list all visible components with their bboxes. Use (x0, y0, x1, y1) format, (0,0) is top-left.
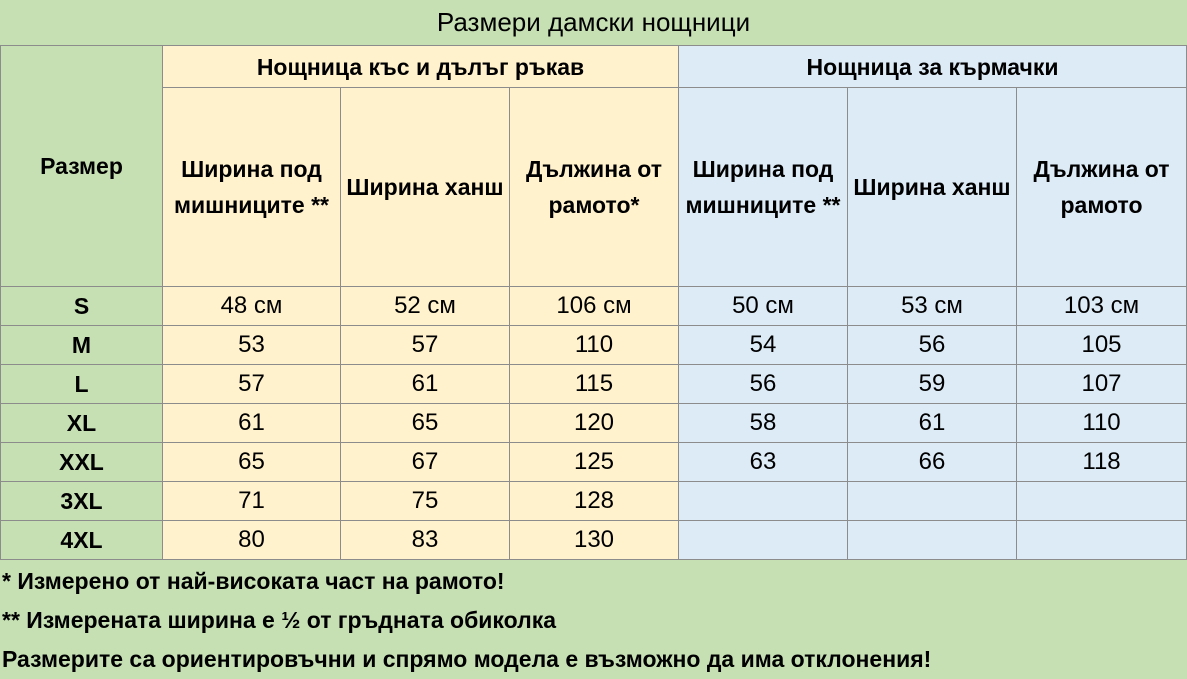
table-row (1, 326, 1187, 365)
measurement-cell: 61 (341, 365, 510, 404)
table-row (1, 482, 1187, 521)
group-header-nursing: Нощница за кърмачки (679, 46, 1187, 88)
notes (0, 562, 1187, 679)
measurement-cell: 56 (679, 365, 848, 404)
page-title: Размери дамски нощници (436, 7, 751, 37)
size-column-header: Размер (1, 46, 163, 287)
measurement-cell: 115 (510, 365, 679, 404)
measurement-cell: 65 (163, 443, 341, 482)
measurement-cell (679, 482, 848, 521)
measurement-cell: 52 см (341, 287, 510, 326)
measurement-cell: 130 (510, 521, 679, 560)
size-cell: M (1, 326, 163, 365)
note-shoulder: * Измерено от най-високата част на рамото! (2, 568, 505, 594)
size-cell: 3XL (1, 482, 163, 521)
measurement-cell: 56 (848, 326, 1017, 365)
column-header-length-from-shoulder: Дължина от рамото* (510, 88, 679, 287)
size-table (0, 45, 1187, 560)
measurement-cell: 110 (1017, 404, 1187, 443)
column-header-hip-width: Ширина ханш (341, 88, 510, 287)
measurement-cell: 128 (510, 482, 679, 521)
measurement-cell: 54 (679, 326, 848, 365)
note-disclaimer: Размерите са ориентировъчни и спрямо модела е възможно да има отклонения! (2, 646, 932, 672)
measurement-cell: 125 (510, 443, 679, 482)
measurement-cell: 107 (1017, 365, 1187, 404)
table-row (1, 521, 1187, 560)
measurement-cell: 67 (341, 443, 510, 482)
column-header-underarm-width: Ширина под мишниците ** (163, 88, 341, 287)
measurement-cell: 57 (341, 326, 510, 365)
measurement-cell: 118 (1017, 443, 1187, 482)
measurement-cell: 59 (848, 365, 1017, 404)
measurement-cell: 103 см (1017, 287, 1187, 326)
measurement-cell (1017, 482, 1187, 521)
measurement-cell: 53 см (848, 287, 1017, 326)
measurement-cell: 71 (163, 482, 341, 521)
measurement-cell: 48 см (163, 287, 341, 326)
measurement-cell (679, 521, 848, 560)
measurement-cell (1017, 521, 1187, 560)
measurement-cell: 66 (848, 443, 1017, 482)
column-header-nursing-underarm-width: Ширина под мишниците ** (679, 88, 848, 287)
table-row (1, 365, 1187, 404)
size-cell: XL (1, 404, 163, 443)
measurement-cell: 57 (163, 365, 341, 404)
measurement-cell: 106 см (510, 287, 679, 326)
size-cell: S (1, 287, 163, 326)
measurement-cell: 80 (163, 521, 341, 560)
table-row (1, 443, 1187, 482)
column-header-nursing-hip-width: Ширина ханш (848, 88, 1017, 287)
measurement-cell: 50 см (679, 287, 848, 326)
measurement-cell: 63 (679, 443, 848, 482)
measurement-cell: 75 (341, 482, 510, 521)
measurement-cell: 105 (1017, 326, 1187, 365)
table-row (1, 287, 1187, 326)
size-cell: XXL (1, 443, 163, 482)
measurement-cell: 58 (679, 404, 848, 443)
measurement-cell: 53 (163, 326, 341, 365)
measurement-cell: 110 (510, 326, 679, 365)
measurement-cell: 83 (341, 521, 510, 560)
measurement-cell (848, 521, 1017, 560)
measurement-cell: 120 (510, 404, 679, 443)
size-cell: 4XL (1, 521, 163, 560)
size-cell: L (1, 365, 163, 404)
group-header-short-long-sleeve: Нощница къс и дълъг ръкав (163, 46, 679, 88)
measurement-cell: 61 (848, 404, 1017, 443)
note-width: ** Измерената ширина е ½ от гръдната обиколка (2, 607, 557, 633)
table-row (1, 404, 1187, 443)
measurement-cell: 65 (341, 404, 510, 443)
column-header-nursing-length: Дължина от рамото (1017, 88, 1187, 287)
measurement-cell: 61 (163, 404, 341, 443)
measurement-cell (848, 482, 1017, 521)
